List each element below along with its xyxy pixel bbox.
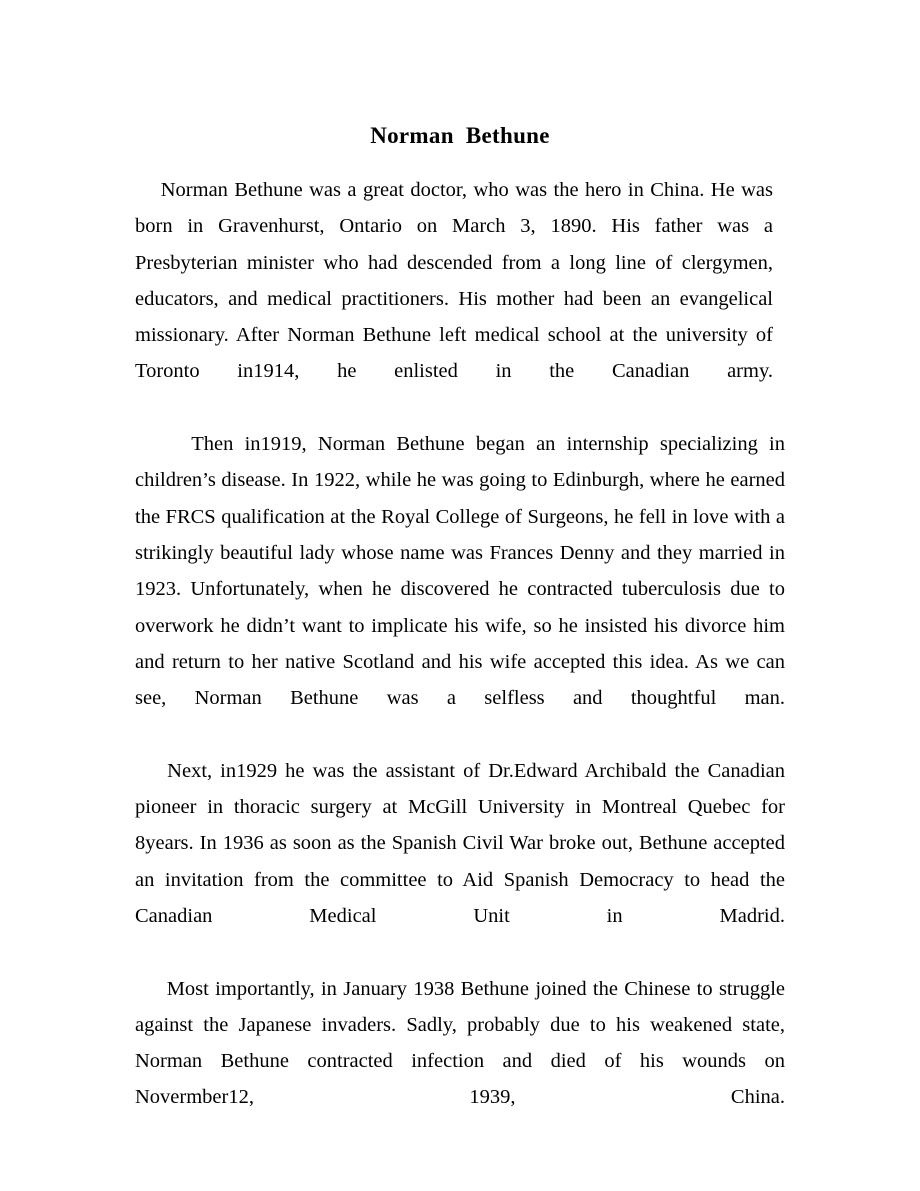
paragraph-1: Norman Bethune was a great doctor, who was the hero in China. He was born in Gravenhurst, Ontario on March 3, 1890. His father was a Presbyterian minister who had descended from a long line of clergymen, educators, and medical practitioners. His mother had been an evangelical missionary. After Norman Bethune left medical school at the university of Toronto in1914, he enlisted in the Canadian army.	[135, 179, 779, 383]
paragraph-3: Next, in1929 he was the assistant of Dr.Edward Archibald the Canadian pioneer in thoracic surgery at McGill University in Montreal Quebec for 8years. In 1936 as soon as the Spanish Civil War broke out, Bethune accepted an invitation from the committee to Aid Spanish Democracy to head the Canadian Medical Unit in Madrid.	[135, 759, 791, 927]
paragraph-4: Most importantly, in January 1938 Bethune joined the Chinese to struggle against the Japanese invaders. Sadly, probably due to his weakened state, Norman Bethune contracted infection and died of his wounds on Novermber12, 1939, China.	[135, 977, 791, 1109]
page-title: Norman Bethune	[370, 123, 550, 149]
document-body	[135, 172, 791, 1152]
paragraph-2: Then in1919, Norman Bethune began an internship specializing in children’s disease. In 1922, while he was going to Edinburgh, where he earned the FRCS qualification at the Royal College of Surgeons, he fell in love with a strikingly beautiful lady whose name was Frances Denny and they married in 1923. Unfortunately, when he discovered he contracted tuberculosis due to overwork he didn’t want to implicate his wife, so he insisted his divorce him and return to her native Scotland and his wife accepted this idea. As we can see, Norman Bethune was a selfless and thoughtful man.	[135, 433, 791, 710]
